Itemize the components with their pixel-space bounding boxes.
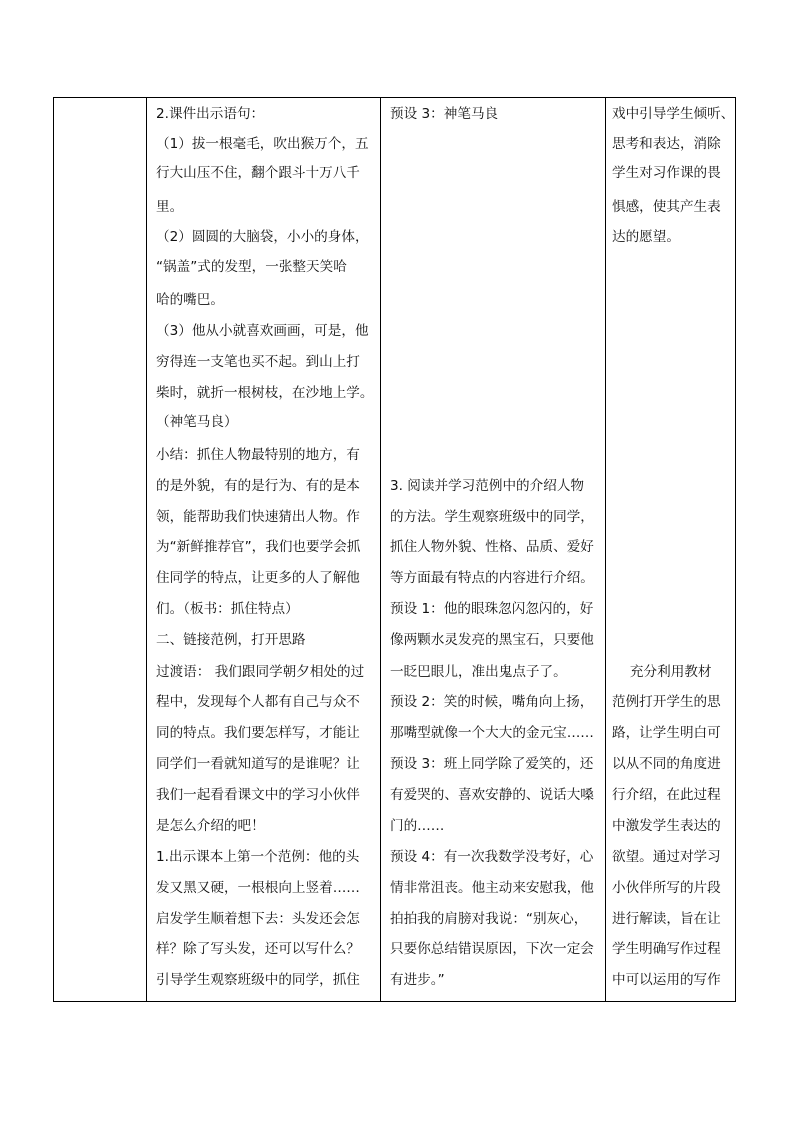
text-line: 3. 阅读并学习范例中的介绍人物	[390, 478, 585, 494]
text-line: 戏中引导学生倾听、	[612, 106, 735, 122]
text-line: 的是外貌，有的是行为、有的是本	[156, 478, 360, 494]
text-line: 学生对习作课的畏	[612, 165, 721, 181]
text-line: 有进步。”	[390, 972, 445, 988]
text-line: 小伙伴所写的片段	[612, 880, 721, 896]
text-line: 以从不同的角度进	[612, 756, 721, 772]
text-line: 住同学的特点，让更多的人了解他	[156, 570, 360, 586]
text-line: “锅盖”式的发型，一张整天笑哈	[156, 259, 347, 275]
text-line: （2）圆圆的大脑袋，小小的身体，	[156, 229, 369, 245]
text-line: 柴时，就折一根树枝，在沙地上学。	[156, 385, 374, 401]
text-line: 拍拍我的肩膀对我说：“别灰心，	[390, 911, 588, 927]
table-row	[54, 98, 736, 1002]
text-line: 思考和表达，消除	[612, 136, 721, 152]
text-line: 样？除了写头发，还可以写什么？	[156, 941, 360, 957]
text-line: 里。	[156, 199, 184, 215]
text-line: 中激发学生表达的	[612, 818, 721, 834]
text-line: （神笔马良）	[156, 414, 238, 430]
text-line: 范例打开学生的思	[612, 694, 721, 710]
text-line: 预设 3：班上同学除了爱笑的，还	[390, 756, 594, 772]
text-line: 领，能帮助我们快速猜出人物。作	[156, 509, 360, 525]
text-line: 有爱哭的、喜欢安静的、说话大嗓	[390, 787, 594, 803]
text-line: （1）拔一根毫毛，吹出猴万个，五	[156, 136, 369, 152]
text-line: 为“新鲜推荐官”，我们也要学会抓	[156, 539, 361, 555]
design-intent-cell	[606, 98, 736, 1002]
blank-column-cell	[54, 98, 147, 1002]
text-line: 2.课件出示语句：	[156, 106, 265, 122]
text-line: 1.出示课本上第一个范例：他的头	[156, 849, 360, 865]
text-line: 穷得连一支笔也买不起。到山上打	[156, 354, 360, 370]
text-line: 达的愿望。	[612, 229, 680, 245]
text-line: 过渡语： 我们跟同学朝夕相处的过	[156, 664, 365, 680]
teaching-process-cell	[147, 98, 381, 1002]
text-line: 小结：抓住人物最特别的地方，有	[156, 447, 360, 463]
lesson-plan-table	[53, 97, 736, 1002]
text-line: 启发学生顺着想下去：头发还会怎	[156, 911, 360, 927]
text-line: 们。（板书：抓住特点）	[156, 601, 299, 617]
text-line: 是怎么介绍的吧！	[156, 818, 265, 834]
text-line: 惧感，使其产生表	[612, 199, 721, 215]
text-line: 抓住人物外貌、性格、品质、爱好	[390, 539, 594, 555]
text-line: 行介绍，在此过程	[612, 787, 721, 803]
text-line: 情非常沮丧。他主动来安慰我，他	[390, 880, 594, 896]
text-line: 程中，发现每个人都有自己与众不	[156, 694, 360, 710]
text-line: 的方法。学生观察班级中的同学，	[390, 509, 594, 525]
text-line: 引导学生观察班级中的同学，抓住	[156, 972, 360, 988]
text-line: 预设 2：笑的时候，嘴角向上扬，	[390, 694, 594, 710]
text-line: 路，让学生明白可	[612, 725, 721, 741]
teaching-process-text	[147, 98, 380, 1001]
text-line: 只要你总结错误原因，下次一定会	[390, 941, 594, 957]
text-line: 等方面最有特点的内容进行介绍。	[390, 570, 594, 586]
text-line: 我们一起看看课文中的学习小伙伴	[156, 787, 360, 803]
student-activity-text	[381, 98, 605, 1001]
text-line: 预设 1：他的眼珠忽闪忽闪的，好	[390, 601, 594, 617]
text-line: 中可以运用的写作	[612, 972, 721, 988]
student-activity-cell	[381, 98, 606, 1002]
text-line: 同的特点。我们要怎样写，才能让	[156, 725, 360, 741]
text-line: 行大山压不住，翻个跟斗十万八千	[156, 165, 360, 181]
text-line: 学生明确写作过程	[612, 941, 721, 957]
text-line: 那嘴型就像一个大大的金元宝……	[390, 725, 594, 741]
design-intent-text	[606, 98, 735, 1001]
text-line: 像两颗水灵发亮的黑宝石，只要他	[390, 632, 594, 648]
text-line: 预设 3：神笔马良	[390, 106, 499, 122]
text-line: 门的……	[390, 818, 445, 834]
text-line: （3）他从小就喜欢画画，可是，他	[156, 323, 369, 339]
section-heading: 二、链接范例，打开思路	[156, 632, 306, 648]
text-line: 欲望。通过对学习	[612, 849, 721, 865]
text-line: 哈的嘴巴。	[156, 292, 224, 308]
text-line: 同学们一看就知道写的是谁呢？让	[156, 756, 360, 772]
text-line: 预设 4：有一次我数学没考好，心	[390, 849, 594, 865]
text-line: 充分利用教材	[612, 664, 712, 680]
text-line: 进行解读，旨在让	[612, 911, 721, 927]
text-line: 一眨巴眼儿，准出鬼点子了。	[390, 664, 567, 680]
text-line: 发又黑又硬，一根根向上竖着……	[156, 880, 360, 896]
